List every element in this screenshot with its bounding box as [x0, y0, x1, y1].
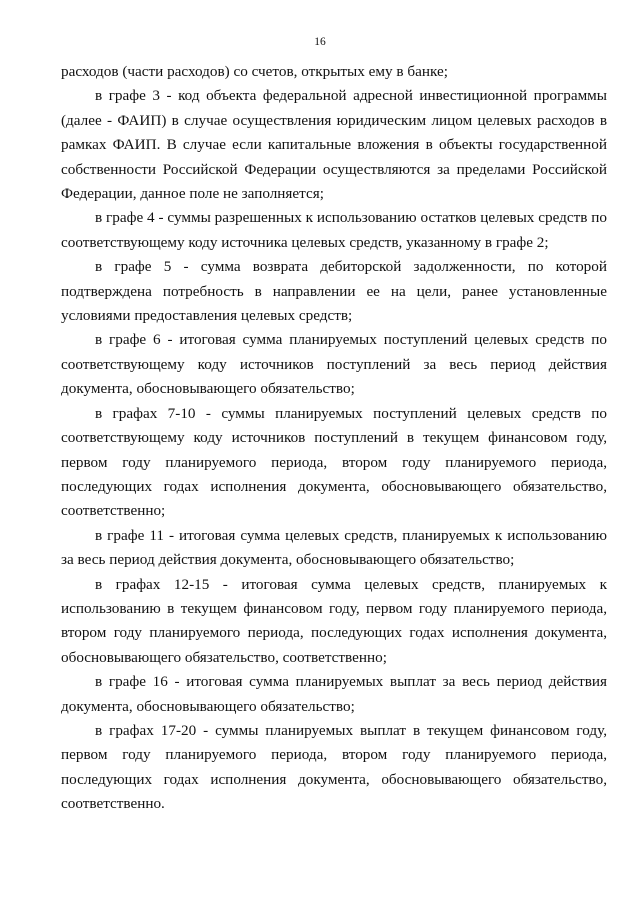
paragraph-column-6: в графе 6 - итоговая сумма планируемых поступлений целевых средств по соответствующему коду источников поступлений за весь период действия документа, обосновывающего обязательство;	[61, 331, 607, 398]
document-body	[61, 60, 607, 817]
paragraph-column-11: в графе 11 - итоговая сумма целевых средств, планируемых к использованию за весь период действия документа, обосновывающего обязательство;	[61, 526, 607, 569]
paragraph-column-16: в графе 16 - итоговая сумма планируемых выплат за весь период действия документа, обосновывающего обязательство;	[61, 673, 607, 715]
page-number: 16	[314, 36, 326, 48]
paragraph-columns-17-20: в графах 17-20 - суммы планируемых выплат в текущем финансовом году, первом году планируемого периода, втором году планируемого периода, последующих годах исполнения документа, обосновывающего обязательство, соответственно.	[61, 721, 607, 813]
paragraph-column-3: в графе 3 - код объекта федеральной адресной инвестиционной программы (далее - ФАИП) в случае осуществления юридическим лицом целевых расходов в рамках ФАИП. В случае если капитальные вложения в объекты государственной собственности Российской Федерации осуществляются за пределами Российской Федерации, данное поле не заполняется;	[61, 87, 607, 203]
paragraph-continuation: расходов (части расходов) со счетов, открытых ему в банке;	[61, 63, 448, 80]
paragraph-column-4: в графе 4 - суммы разрешенных к использованию остатков целевых средств по соответствующему коду источника целевых средств, указанному в графе 2;	[61, 209, 607, 251]
paragraph-column-5: в графе 5 - сумма возврата дебиторской задолженности, по которой подтверждена потребность в направлении ее на цели, ранее установленные условиями предоставления целевых средств;	[61, 258, 607, 325]
paragraph-columns-7-10: в графах 7-10 - суммы планируемых поступлений целевых средств по соответствующему коду источников поступлений в текущем финансовом году, первом году планируемого периода, втором году планируемого периода, последующих годах исполнения документа, обосновывающего обязательство, соответственно;	[61, 404, 607, 520]
paragraph-columns-12-15: в графах 12-15 - итоговая сумма целевых средств, планируемых к использованию в текущем финансовом году, первом году планируемого периода, втором году планируемого периода, последующих годах исполнения документа, обосновывающего обязательство, соответственно;	[61, 575, 607, 666]
